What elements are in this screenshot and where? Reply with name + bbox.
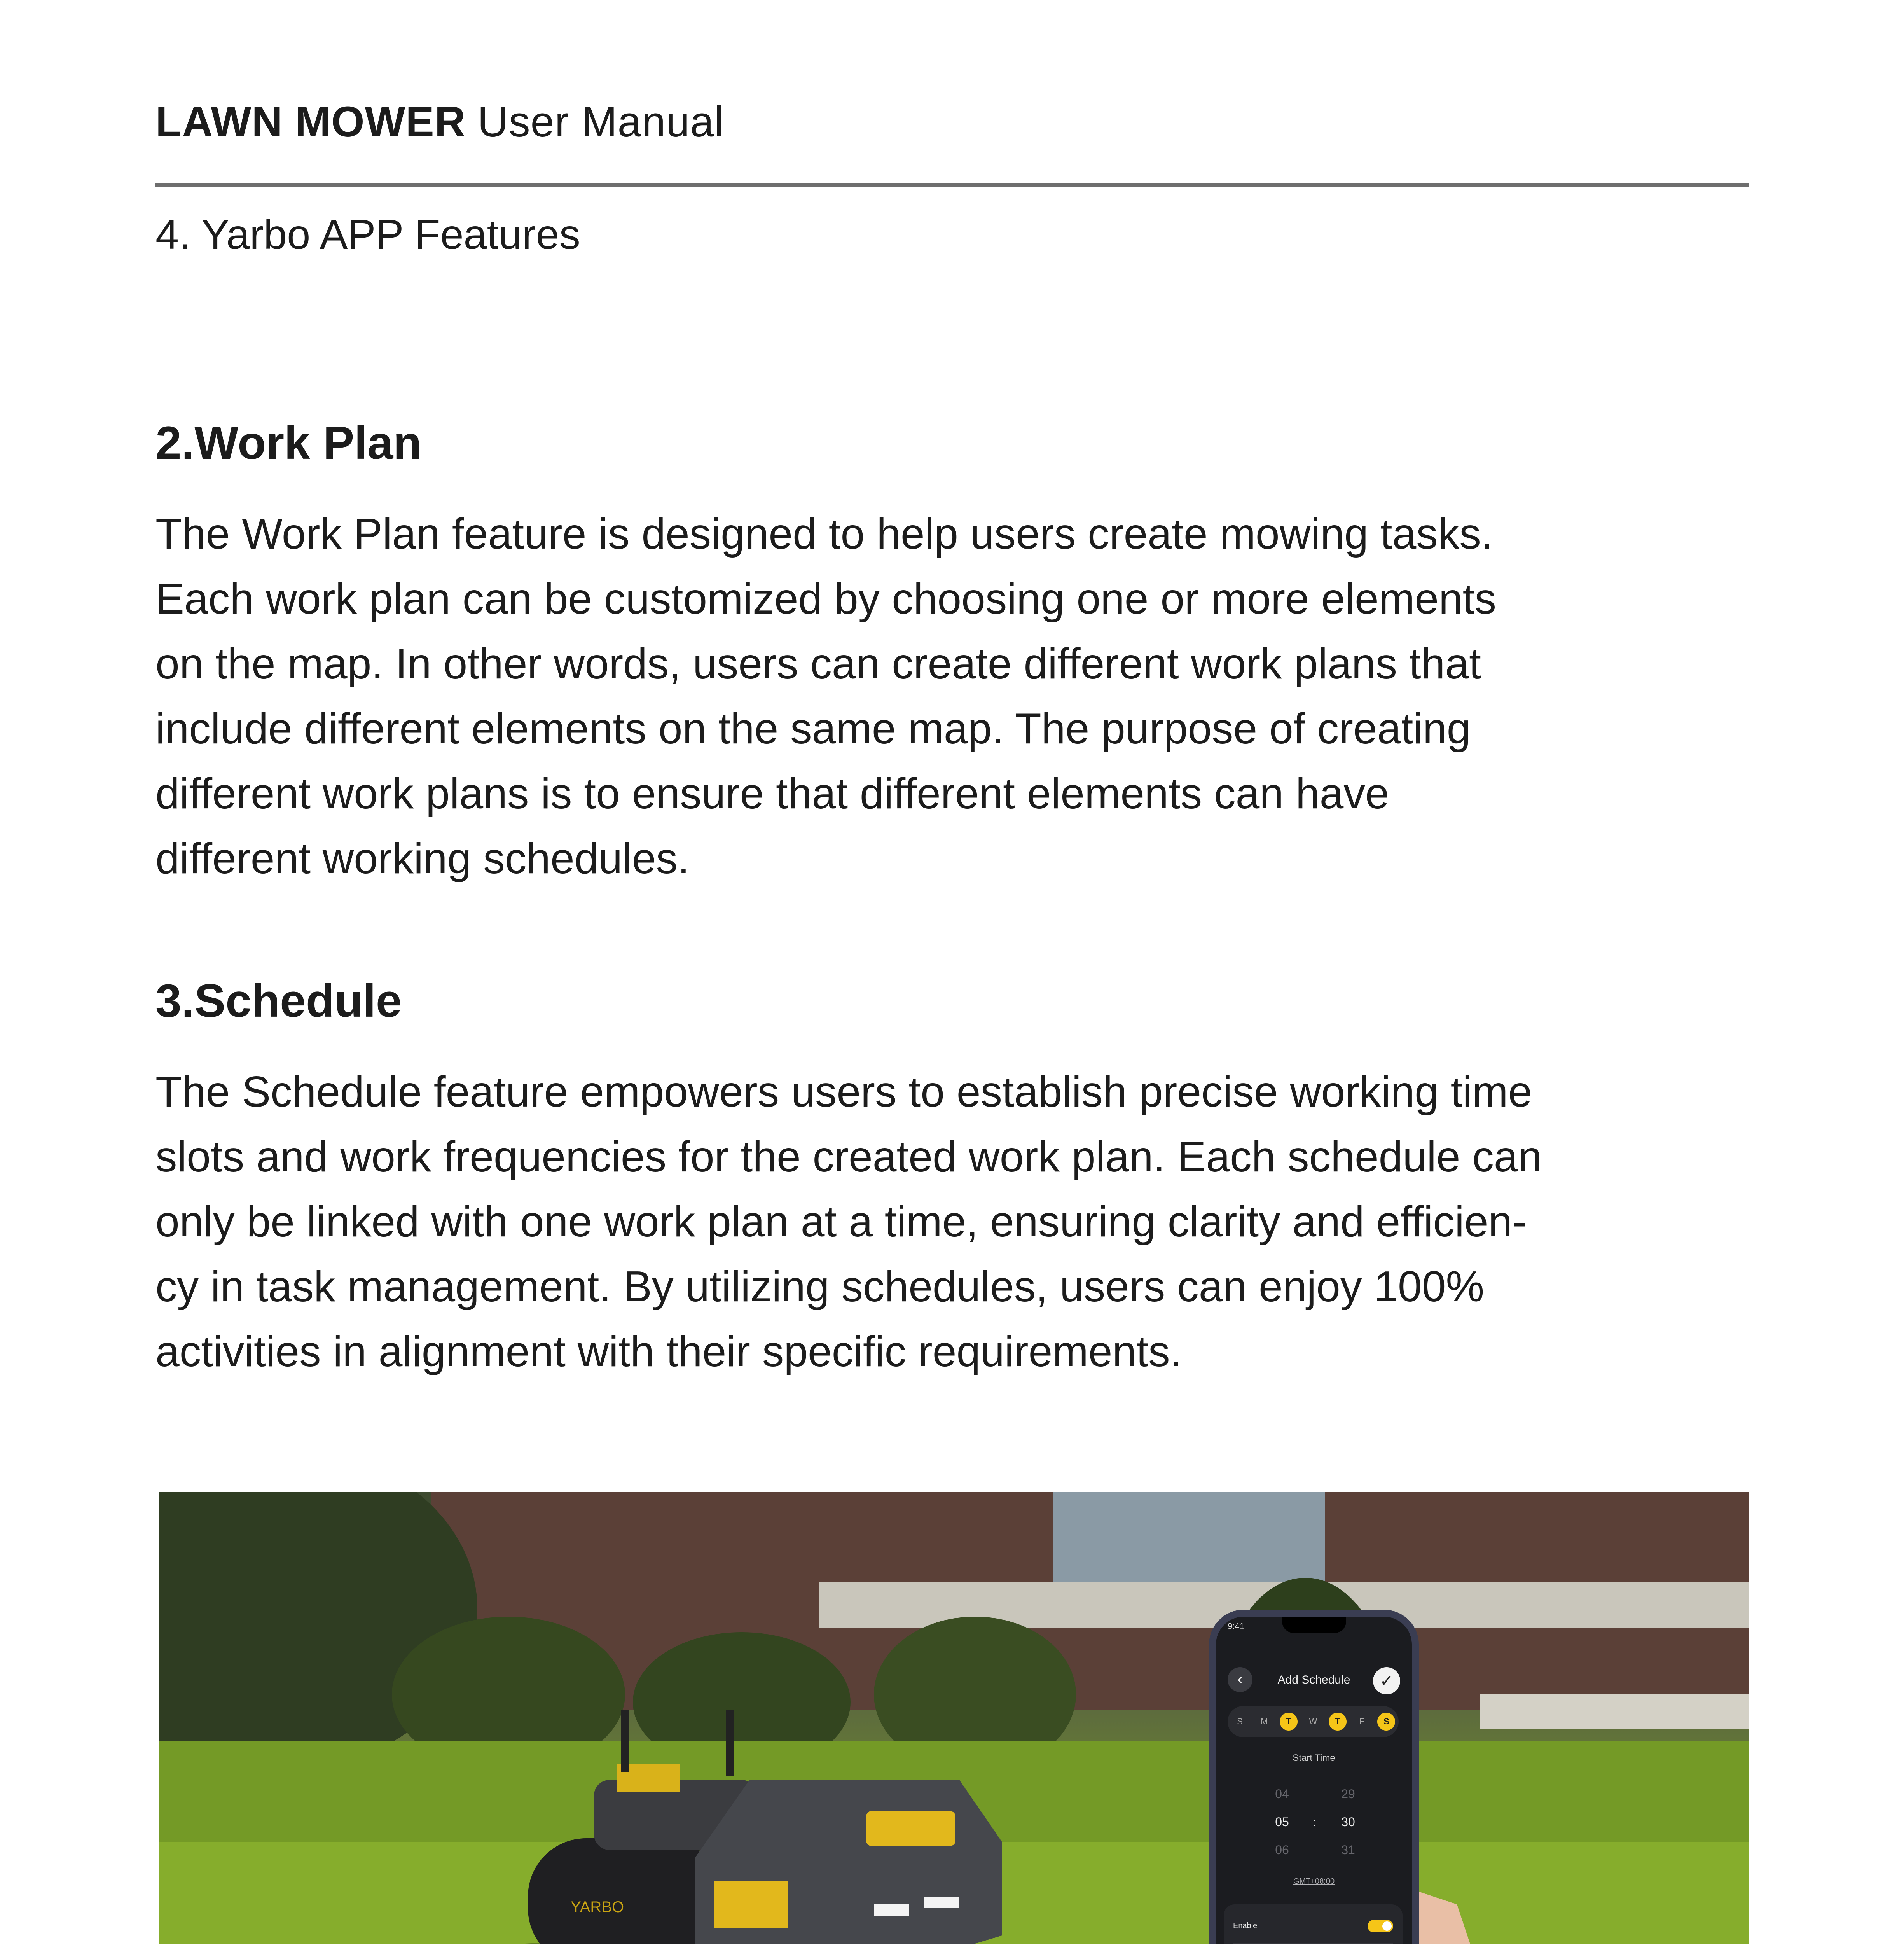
day-toggle-thu[interactable]: T (1329, 1713, 1347, 1731)
text-line: on the map. In other words, users can create different work plans that (155, 640, 1481, 688)
day-toggle-fri[interactable]: F (1359, 1717, 1365, 1726)
text-line: Each work plan can be customized by choosing one or more elements (155, 575, 1497, 623)
text-line: activities in alignment with their specific requirements. (155, 1327, 1182, 1376)
enable-toggle[interactable] (1368, 1920, 1393, 1932)
text-line: slots and work frequencies for the created work plan. Each schedule can (155, 1133, 1542, 1181)
start-time-label: Start Time (1293, 1753, 1335, 1763)
product-photo (159, 1492, 1749, 1944)
text-line: The Work Plan feature is designed to help users create mowing tasks. (155, 510, 1493, 558)
screen-title: Add Schedule (1277, 1673, 1350, 1686)
minute-option: 31 (1341, 1843, 1355, 1857)
hour-option: 06 (1275, 1843, 1289, 1857)
day-toggle-tue[interactable]: T (1280, 1713, 1298, 1731)
lawn-scene-illustration (159, 1492, 1749, 1944)
hour-picker[interactable] (1263, 1780, 1301, 1864)
section-heading-work-plan: 2.Work Plan (155, 417, 422, 469)
minute-option: 29 (1341, 1787, 1355, 1801)
text-line: only be linked with one work plan at a time, ensuring clarity and efficien- (155, 1198, 1527, 1246)
hour-option: 04 (1275, 1787, 1289, 1801)
header-divider (155, 183, 1749, 187)
text-line: The Schedule feature empowers users to establish precise working time (155, 1068, 1532, 1116)
hour-selected: 05 (1275, 1815, 1289, 1829)
day-toggle-mon[interactable]: M (1261, 1717, 1268, 1726)
mower-front-accent (866, 1811, 955, 1846)
day-toggle-sun[interactable]: S (1237, 1717, 1243, 1726)
manual-subtitle: User Manual (477, 98, 724, 146)
schedule-settings-card (1224, 1904, 1403, 1944)
text-line: different work plans is to ensure that different elements can have (155, 769, 1389, 818)
text-line: different working schedules. (155, 834, 690, 883)
manual-brand: LAWN MOWER (155, 98, 466, 146)
app-top-bar (1216, 1663, 1412, 1698)
section-heading-schedule: 3.Schedule (155, 975, 402, 1027)
section-body-work-plan (155, 502, 1749, 891)
page-header (155, 97, 724, 147)
enable-label: Enable (1233, 1921, 1258, 1930)
enable-row (1233, 1908, 1393, 1944)
antenna (726, 1710, 734, 1776)
phone-notch (1282, 1617, 1346, 1633)
section-body-schedule (155, 1059, 1749, 1384)
minute-selected: 30 (1341, 1815, 1355, 1829)
stone-ledge-lower (1480, 1694, 1749, 1729)
section-breadcrumb: 4. Yarbo APP Features (155, 211, 580, 258)
text-line: include different elements on the same map. The purpose of creating (155, 705, 1471, 753)
text-line: cy in task management. By utilizing schedules, users can enjoy 100% (155, 1262, 1485, 1311)
time-separator: : (1313, 1815, 1317, 1829)
minute-picker[interactable] (1329, 1780, 1368, 1864)
day-toggle-sat[interactable]: S (1377, 1713, 1395, 1731)
chevron-left-icon: ‹ (1237, 1671, 1243, 1688)
weekday-selector (1228, 1706, 1399, 1737)
timezone-link[interactable]: GMT+08:00 (1293, 1877, 1335, 1886)
phone-app-screen (1209, 1610, 1419, 1944)
antenna (621, 1710, 629, 1772)
headlight (874, 1904, 909, 1916)
mower-brand-label: YARBO (571, 1899, 624, 1916)
status-time: 9:41 (1228, 1621, 1244, 1631)
check-icon: ✓ (1380, 1671, 1394, 1690)
confirm-button[interactable] (1373, 1667, 1400, 1694)
window (1053, 1492, 1325, 1582)
headlight (924, 1897, 959, 1908)
mower-track (528, 1838, 722, 1944)
mower-side-accent (714, 1881, 788, 1928)
day-toggle-wed[interactable]: W (1309, 1717, 1317, 1726)
